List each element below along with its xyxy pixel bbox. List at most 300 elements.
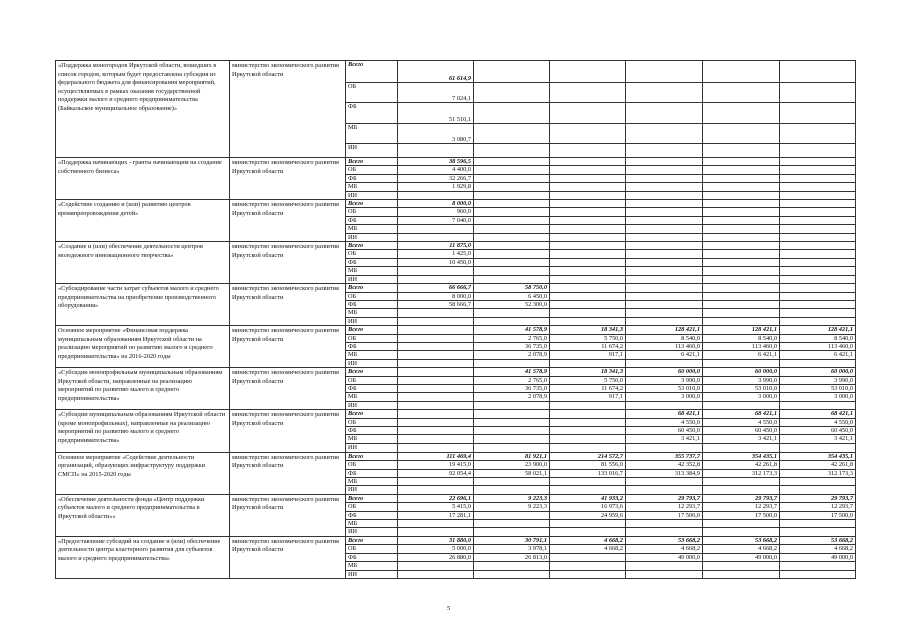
funding-source-cell: ИИ [346, 317, 398, 325]
amount-cell: 917,1 [550, 351, 626, 359]
amount-cell: 31 880,0 [398, 536, 474, 544]
funding-source-cell: ИИ [346, 191, 398, 199]
amount-cell [550, 401, 626, 409]
amount-cell [626, 216, 703, 224]
amount-cell [703, 124, 780, 144]
amount-cell [780, 275, 856, 283]
amount-cell [703, 528, 780, 536]
amount-cell: 4 550,0 [703, 418, 780, 426]
amount-cell [550, 528, 626, 536]
amount-cell: 113 460,0 [626, 342, 703, 350]
amount-cell [474, 242, 550, 250]
amount-cell [626, 267, 703, 275]
amount-cell: 5 750,0 [550, 334, 626, 342]
funding-source-cell: ФБ [346, 384, 398, 392]
amount-cell [626, 258, 703, 266]
amount-cell: 52 300,0 [474, 300, 550, 308]
amount-cell: 2 078,9 [474, 351, 550, 359]
amount-cell [398, 351, 474, 359]
amount-cell [626, 83, 703, 103]
amount-cell [398, 486, 474, 494]
activity-name-cell: «Субсидии монопрофильным муниципальным образованиям Иркутской области, направленные на реализацию мероприятий по развитию малого и среднего предпринимательства» [56, 368, 230, 410]
table-row [56, 200, 856, 208]
funding-source-cell: МБ [346, 309, 398, 317]
amount-cell [780, 284, 856, 292]
amount-cell [398, 384, 474, 392]
amount-cell: 49 000,0 [626, 553, 703, 561]
funding-source-cell: ИИ [346, 275, 398, 283]
executor-cell: министерство экономического развития Иркутской области [230, 452, 346, 494]
activity-name-cell: Основное мероприятие «Финансовая поддержка муниципальным образованиям Иркутской области на реализацию мероприятий по развитию малого и среднего предпринимательства» на 2016-2020 годы [56, 326, 230, 368]
amount-cell [474, 183, 550, 191]
amount-cell [550, 410, 626, 418]
amount-cell: 6 421,1 [626, 351, 703, 359]
amount-cell: 8 000,0 [398, 200, 474, 208]
amount-cell: 66 666,7 [398, 284, 474, 292]
amount-cell [474, 83, 550, 103]
amount-cell [780, 144, 856, 158]
amount-cell: 81 556,0 [550, 461, 626, 469]
activity-name-cell: «Поддержка моногородов Иркутской области, вошедших в список городов, которым будет предоставлена субсидия из федерального бюджета для финансирования мероприятий, осуществляемых в рамках оказания государственной поддержки малого и среднего предпринимательства (Байкальское муниципальное образование)» [56, 61, 230, 158]
amount-cell [780, 359, 856, 367]
amount-cell [780, 267, 856, 275]
funding-source-cell: ИИ [346, 359, 398, 367]
amount-cell [474, 216, 550, 224]
amount-cell [626, 300, 703, 308]
amount-cell: 68 421,1 [703, 410, 780, 418]
amount-cell [398, 275, 474, 283]
amount-cell: 17 500,0 [780, 511, 856, 519]
amount-cell [550, 309, 626, 317]
amount-cell [780, 401, 856, 409]
amount-cell: 41 578,9 [474, 368, 550, 376]
amount-cell: 917,1 [550, 393, 626, 401]
amount-cell: 24 959,6 [550, 511, 626, 519]
amount-cell [474, 144, 550, 158]
amount-cell [398, 144, 474, 158]
amount-cell: 3 421,1 [780, 435, 856, 443]
amount-cell [474, 570, 550, 578]
amount-cell: 60 450,0 [703, 427, 780, 435]
budget-table [55, 60, 856, 579]
amount-cell: 41 578,9 [474, 326, 550, 334]
funding-source-cell: ОБ [346, 461, 398, 469]
funding-source-cell: ИИ [346, 401, 398, 409]
amount-cell: 16 973,6 [550, 503, 626, 511]
amount-cell: 17 500,0 [626, 511, 703, 519]
amount-cell [398, 570, 474, 578]
amount-cell: 8 000,0 [398, 292, 474, 300]
amount-cell [398, 418, 474, 426]
amount-cell [780, 158, 856, 166]
amount-cell [703, 183, 780, 191]
amount-cell: 29 793,7 [626, 494, 703, 502]
amount-cell: 8 540,0 [626, 334, 703, 342]
amount-cell [550, 250, 626, 258]
amount-cell [703, 250, 780, 258]
amount-cell: 22 696,1 [398, 494, 474, 502]
amount-cell [703, 191, 780, 199]
amount-cell: 81 921,1 [474, 452, 550, 460]
amount-cell [474, 528, 550, 536]
amount-cell [626, 174, 703, 182]
amount-cell: 26 813,0 [474, 553, 550, 561]
executor-cell: министерство экономического развития Иркутской области [230, 158, 346, 200]
amount-cell: 3 000,0 [626, 393, 703, 401]
amount-cell: 5 415,0 [398, 503, 474, 511]
executor-cell: министерство экономического развития Иркутской области [230, 410, 346, 453]
amount-cell [474, 511, 550, 519]
funding-source-cell: Всего [346, 368, 398, 376]
amount-cell: 26 880,0 [398, 553, 474, 561]
amount-cell: 12 293,7 [703, 503, 780, 511]
amount-cell [703, 174, 780, 182]
amount-cell [550, 427, 626, 435]
amount-cell: 6 421,1 [780, 351, 856, 359]
amount-cell: 128 421,1 [780, 326, 856, 334]
amount-cell: 2 765,0 [474, 334, 550, 342]
funding-source-cell: Всего [346, 494, 398, 502]
amount-cell: 58 021,1 [474, 469, 550, 477]
amount-cell [550, 183, 626, 191]
amount-cell [626, 309, 703, 317]
amount-cell: 128 421,1 [626, 326, 703, 334]
amount-cell: 49 000,0 [780, 553, 856, 561]
amount-cell [474, 520, 550, 528]
amount-cell: 51 510,1 [398, 103, 474, 124]
amount-cell [703, 242, 780, 250]
table-row [56, 61, 856, 83]
amount-cell: 8 540,0 [780, 334, 856, 342]
amount-cell [474, 250, 550, 258]
funding-source-cell: МБ [346, 520, 398, 528]
table-row [56, 158, 856, 166]
executor-cell: министерство экономического развития Иркутской области [230, 242, 346, 284]
funding-source-cell: Всего [346, 158, 398, 166]
amount-cell: 29 793,7 [703, 494, 780, 502]
amount-cell: 68 421,1 [780, 410, 856, 418]
amount-cell [626, 233, 703, 241]
amount-cell: 354 435,1 [703, 452, 780, 460]
amount-cell [626, 317, 703, 325]
amount-cell [550, 292, 626, 300]
amount-cell: 17 281,1 [398, 511, 474, 519]
funding-source-cell: ФБ [346, 342, 398, 350]
amount-cell [474, 309, 550, 317]
amount-cell [626, 208, 703, 216]
amount-cell [474, 208, 550, 216]
amount-cell [626, 166, 703, 174]
amount-cell [626, 124, 703, 144]
amount-cell: 9 223,3 [474, 494, 550, 502]
amount-cell [703, 486, 780, 494]
amount-cell [703, 275, 780, 283]
amount-cell [780, 191, 856, 199]
amount-cell [550, 317, 626, 325]
amount-cell: 4 668,2 [626, 545, 703, 553]
table-row [56, 326, 856, 334]
funding-source-cell: ИИ [346, 233, 398, 241]
amount-cell [703, 267, 780, 275]
amount-cell: 12 293,7 [626, 503, 703, 511]
amount-cell [626, 103, 703, 124]
funding-source-cell: ИИ [346, 144, 398, 158]
amount-cell: 3 000,0 [780, 393, 856, 401]
amount-cell: 53 010,0 [703, 384, 780, 392]
amount-cell: 60 000,0 [780, 368, 856, 376]
amount-cell [626, 61, 703, 83]
amount-cell [550, 233, 626, 241]
funding-source-cell: МБ [346, 225, 398, 233]
amount-cell [780, 520, 856, 528]
amount-cell [474, 401, 550, 409]
executor-cell: министерство экономического развития Иркутской области [230, 284, 346, 326]
amount-cell [626, 225, 703, 233]
amount-cell: 2 765,0 [474, 376, 550, 384]
amount-cell: 8 540,0 [703, 334, 780, 342]
amount-cell [703, 309, 780, 317]
activity-name-cell: «Обеспечение деятельности фонда «Центр поддержки субъектов малого и среднего предпринимательства в Иркутской области»» [56, 494, 230, 536]
amount-cell: 18 341,3 [550, 368, 626, 376]
activity-name-cell: «Предоставление субсидий на создание и (или) обеспечение деятельности центра кластерного развития для субъектов малого и среднего предпринимательства» [56, 536, 230, 578]
amount-cell [398, 410, 474, 418]
funding-source-cell: ОБ [346, 208, 398, 216]
amount-cell: 11 674,2 [550, 342, 626, 350]
amount-cell [474, 427, 550, 435]
amount-cell: 19 415,0 [398, 461, 474, 469]
amount-cell [550, 200, 626, 208]
amount-cell [550, 284, 626, 292]
funding-source-cell: Всего [346, 536, 398, 544]
amount-cell [550, 486, 626, 494]
amount-cell [703, 103, 780, 124]
amount-cell [626, 183, 703, 191]
amount-cell [474, 410, 550, 418]
amount-cell: 4 400,0 [398, 166, 474, 174]
amount-cell: 61 614,9 [398, 61, 474, 83]
amount-cell: 4 668,2 [550, 545, 626, 553]
amount-cell: 53 668,2 [703, 536, 780, 544]
amount-cell: 128 421,1 [703, 326, 780, 334]
funding-source-cell: Всего [346, 200, 398, 208]
funding-source-cell: ОБ [346, 292, 398, 300]
amount-cell [780, 478, 856, 486]
funding-source-cell: МБ [346, 124, 398, 144]
amount-cell [550, 174, 626, 182]
amount-cell [703, 208, 780, 216]
amount-cell [550, 144, 626, 158]
amount-cell [550, 83, 626, 103]
amount-cell [474, 103, 550, 124]
amount-cell [550, 300, 626, 308]
amount-cell [703, 83, 780, 103]
amount-cell: 10 450,0 [398, 258, 474, 266]
amount-cell: 313 384,9 [626, 469, 703, 477]
amount-cell [780, 309, 856, 317]
amount-cell: 3 080,7 [398, 124, 474, 144]
amount-cell [550, 478, 626, 486]
amount-cell [550, 216, 626, 224]
amount-cell: 4 550,0 [780, 418, 856, 426]
amount-cell [550, 61, 626, 83]
funding-source-cell: ФБ [346, 258, 398, 266]
page-number: 5 [447, 605, 451, 612]
amount-cell: 3 978,1 [474, 545, 550, 553]
funding-source-cell: МБ [346, 351, 398, 359]
amount-cell [398, 435, 474, 443]
funding-source-cell: МБ [346, 562, 398, 570]
amount-cell [474, 317, 550, 325]
amount-cell [780, 258, 856, 266]
amount-cell: 29 793,7 [780, 494, 856, 502]
amount-cell [474, 478, 550, 486]
table-row [56, 368, 856, 376]
amount-cell: 3 990,0 [626, 376, 703, 384]
amount-cell [626, 401, 703, 409]
amount-cell [703, 61, 780, 83]
amount-cell [398, 267, 474, 275]
amount-cell [550, 359, 626, 367]
funding-source-cell: ОБ [346, 545, 398, 553]
amount-cell [550, 443, 626, 452]
amount-cell: 7 040,0 [398, 216, 474, 224]
amount-cell [626, 359, 703, 367]
funding-source-cell: ОБ [346, 250, 398, 258]
amount-cell: 4 668,2 [780, 545, 856, 553]
amount-cell: 3 990,0 [780, 376, 856, 384]
amount-cell: 60 450,0 [780, 427, 856, 435]
amount-cell [626, 200, 703, 208]
amount-cell [474, 435, 550, 443]
amount-cell: 60 450,0 [626, 427, 703, 435]
amount-cell [474, 124, 550, 144]
funding-source-cell: ОБ [346, 334, 398, 342]
amount-cell [780, 183, 856, 191]
amount-cell: 42 261,8 [780, 461, 856, 469]
amount-cell: 5 000,0 [398, 545, 474, 553]
funding-source-cell: ФБ [346, 427, 398, 435]
amount-cell: 17 500,0 [703, 511, 780, 519]
amount-cell: 3 990,0 [703, 376, 780, 384]
funding-source-cell: ИИ [346, 486, 398, 494]
amount-cell [550, 553, 626, 561]
funding-source-cell: МБ [346, 393, 398, 401]
amount-cell [550, 158, 626, 166]
table-row [56, 452, 856, 460]
amount-cell: 60 000,0 [703, 368, 780, 376]
amount-cell [780, 570, 856, 578]
amount-cell: 1 929,8 [398, 183, 474, 191]
amount-cell [780, 250, 856, 258]
amount-cell [703, 359, 780, 367]
funding-source-cell: МБ [346, 267, 398, 275]
amount-cell [550, 191, 626, 199]
amount-cell [550, 520, 626, 528]
amount-cell [474, 233, 550, 241]
amount-cell [550, 258, 626, 266]
amount-cell [703, 317, 780, 325]
amount-cell: 3 000,0 [703, 393, 780, 401]
amount-cell: 49 000,0 [703, 553, 780, 561]
amount-cell [703, 144, 780, 158]
amount-cell [550, 570, 626, 578]
amount-cell [474, 225, 550, 233]
amount-cell: 32 266,7 [398, 174, 474, 182]
executor-cell: министерство экономического развития Иркутской области [230, 326, 346, 368]
amount-cell: 53 668,2 [626, 536, 703, 544]
amount-cell [398, 225, 474, 233]
amount-cell [398, 478, 474, 486]
amount-cell: 4 668,2 [703, 545, 780, 553]
amount-cell [550, 225, 626, 233]
funding-source-cell: ОБ [346, 166, 398, 174]
amount-cell: 12 293,7 [780, 503, 856, 511]
amount-cell [780, 292, 856, 300]
amount-cell: 92 054,4 [398, 469, 474, 477]
amount-cell [626, 520, 703, 528]
amount-cell [626, 292, 703, 300]
amount-cell [550, 124, 626, 144]
amount-cell [626, 478, 703, 486]
amount-cell [398, 368, 474, 376]
amount-cell [626, 486, 703, 494]
amount-cell [474, 191, 550, 199]
amount-cell: 11 674,2 [550, 384, 626, 392]
amount-cell [474, 359, 550, 367]
amount-cell [398, 443, 474, 452]
amount-cell [703, 292, 780, 300]
activity-name-cell: «Субсидирование части затрат субъектов малого и среднего предпринимательства на приобретение производственного оборудования» [56, 284, 230, 326]
amount-cell [550, 418, 626, 426]
amount-cell [703, 158, 780, 166]
amount-cell [703, 401, 780, 409]
amount-cell: 42 352,8 [626, 461, 703, 469]
amount-cell [780, 317, 856, 325]
amount-cell: 58 750,0 [474, 284, 550, 292]
amount-cell [398, 334, 474, 342]
amount-cell [703, 562, 780, 570]
amount-cell [626, 528, 703, 536]
amount-cell: 1 425,0 [398, 250, 474, 258]
executor-cell: министерство экономического развития Иркутской области [230, 61, 346, 158]
amount-cell: 53 010,0 [626, 384, 703, 392]
amount-cell: 36 735,0 [474, 384, 550, 392]
amount-cell: 18 341,3 [550, 326, 626, 334]
amount-cell [398, 528, 474, 536]
amount-cell [398, 359, 474, 367]
activity-name-cell: «Поддержка начинающих - гранты начинающим на создание собственного бизнеса» [56, 158, 230, 200]
amount-cell [474, 174, 550, 182]
amount-cell [780, 166, 856, 174]
amount-cell [780, 124, 856, 144]
amount-cell [780, 61, 856, 83]
amount-cell [780, 83, 856, 103]
amount-cell [626, 242, 703, 250]
amount-cell [474, 486, 550, 494]
funding-source-cell: ФБ [346, 553, 398, 561]
amount-cell [626, 562, 703, 570]
amount-cell [703, 443, 780, 452]
amount-cell [780, 174, 856, 182]
amount-cell [703, 166, 780, 174]
amount-cell: 68 421,1 [626, 410, 703, 418]
amount-cell: 4 550,0 [626, 418, 703, 426]
amount-cell [398, 191, 474, 199]
amount-cell [703, 478, 780, 486]
amount-cell [703, 225, 780, 233]
amount-cell: 58 666,7 [398, 300, 474, 308]
amount-cell: 41 933,2 [550, 494, 626, 502]
